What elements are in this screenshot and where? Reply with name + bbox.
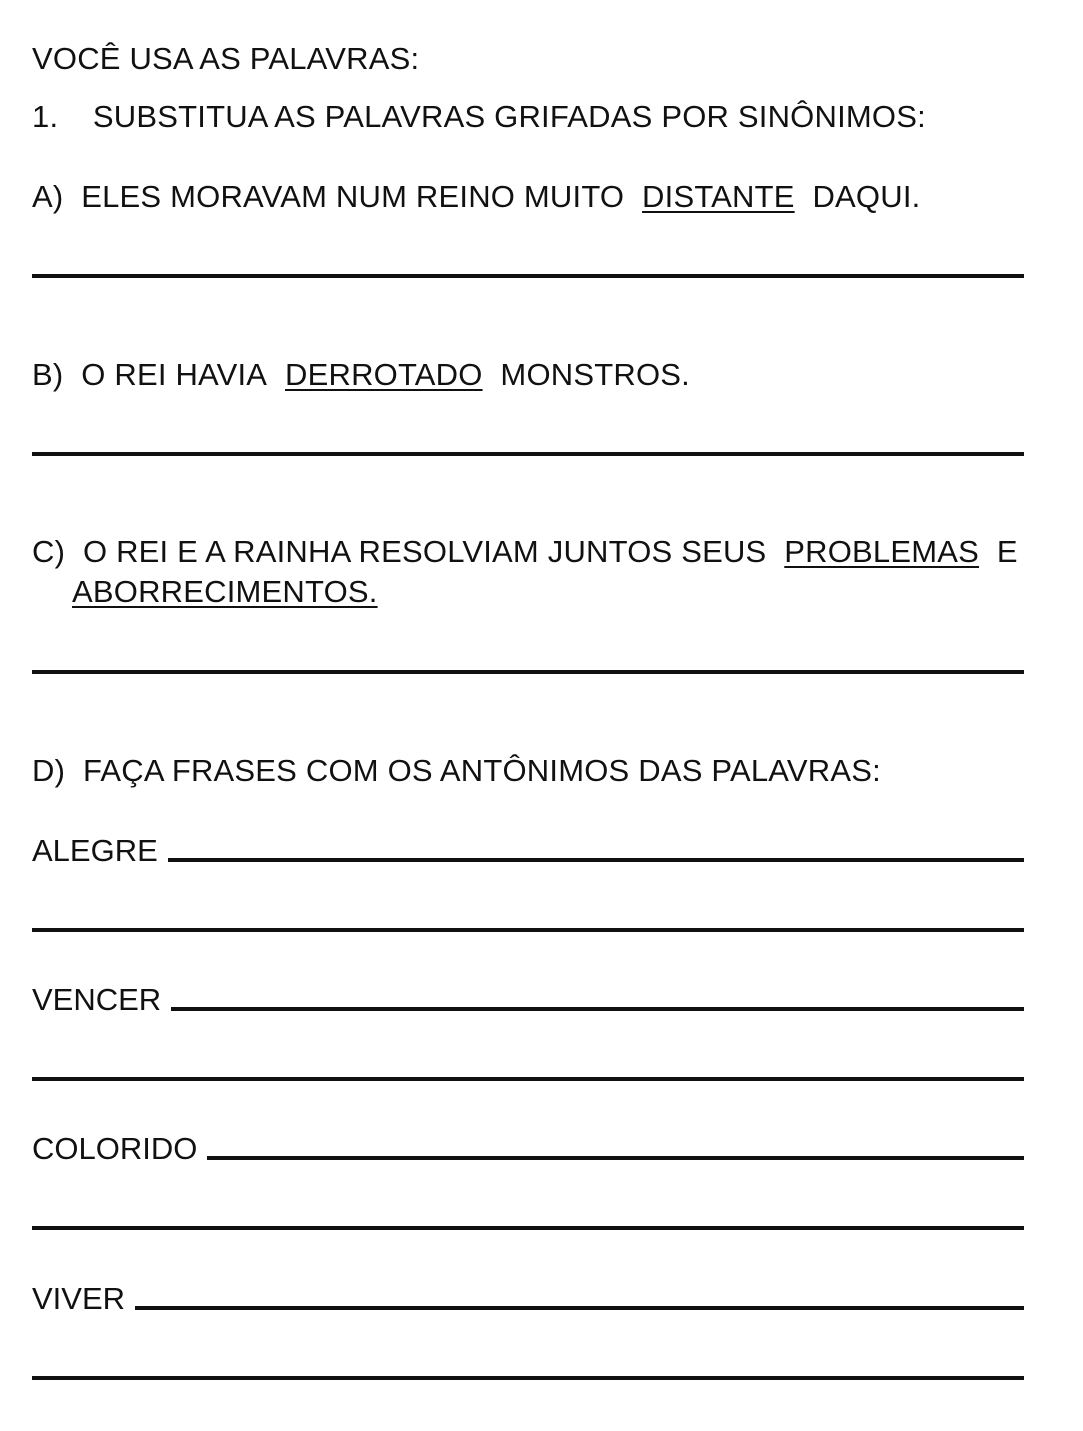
answer-line[interactable]: [32, 928, 1024, 932]
answer-line-c[interactable]: [32, 670, 1024, 674]
item-text: E: [996, 534, 1018, 569]
answer-line[interactable]: [32, 1077, 1024, 1081]
answer-line[interactable]: [32, 1226, 1024, 1230]
item-letter: D): [32, 753, 66, 788]
word-label: VIVER: [32, 1281, 126, 1316]
answer-line[interactable]: [207, 1156, 1024, 1160]
answer-line[interactable]: [135, 1306, 1024, 1310]
answer-line[interactable]: [171, 1007, 1024, 1011]
question-number: 1.: [32, 99, 59, 134]
item-text: O REI E A RAINHA RESOLVIAM JUNTOS SEUS: [82, 534, 767, 569]
word-label: ALEGRE: [32, 833, 158, 868]
word-row-viver: [32, 1280, 1024, 1318]
word-label: COLORIDO: [32, 1131, 198, 1166]
word-row-colorido: [32, 1130, 1024, 1168]
item-d: [32, 752, 881, 790]
underlined-word: PROBLEMAS: [784, 534, 980, 569]
item-text: FAÇA FRASES COM OS ANTÔNIMOS DAS PALAVRAS:: [82, 753, 881, 788]
answer-line-a[interactable]: [32, 274, 1024, 278]
item-text: O REI HAVIA: [81, 357, 268, 392]
heading-text: VOCÊ USA AS PALAVRAS:: [32, 41, 420, 76]
underlined-word: DERROTADO: [285, 357, 483, 392]
item-letter: A): [32, 179, 64, 214]
question-text: SUBSTITUA AS PALAVRAS GRIFADAS POR SINÔNIMOS:: [92, 99, 926, 134]
worksheet-heading: [32, 40, 419, 78]
item-text: ELES MORAVAM NUM REINO MUITO: [81, 179, 625, 214]
underlined-word: DISTANTE: [642, 179, 795, 214]
item-b: [32, 356, 690, 394]
word-row-alegre: [32, 832, 1024, 870]
item-c-continuation: [72, 573, 378, 611]
word-row-vencer: [32, 981, 1024, 1019]
underlined-word: ABORRECIMENTOS.: [72, 574, 378, 609]
item-letter: B): [32, 357, 64, 392]
item-text: MONSTROS.: [500, 357, 690, 392]
item-letter: C): [32, 534, 66, 569]
item-a: [32, 178, 920, 216]
item-text: DAQUI.: [812, 179, 921, 214]
answer-line[interactable]: [168, 858, 1024, 862]
item-c: [32, 533, 1018, 571]
word-label: VENCER: [32, 982, 162, 1017]
answer-line-b[interactable]: [32, 452, 1024, 456]
question-1: [32, 98, 926, 136]
answer-line[interactable]: [32, 1376, 1024, 1380]
